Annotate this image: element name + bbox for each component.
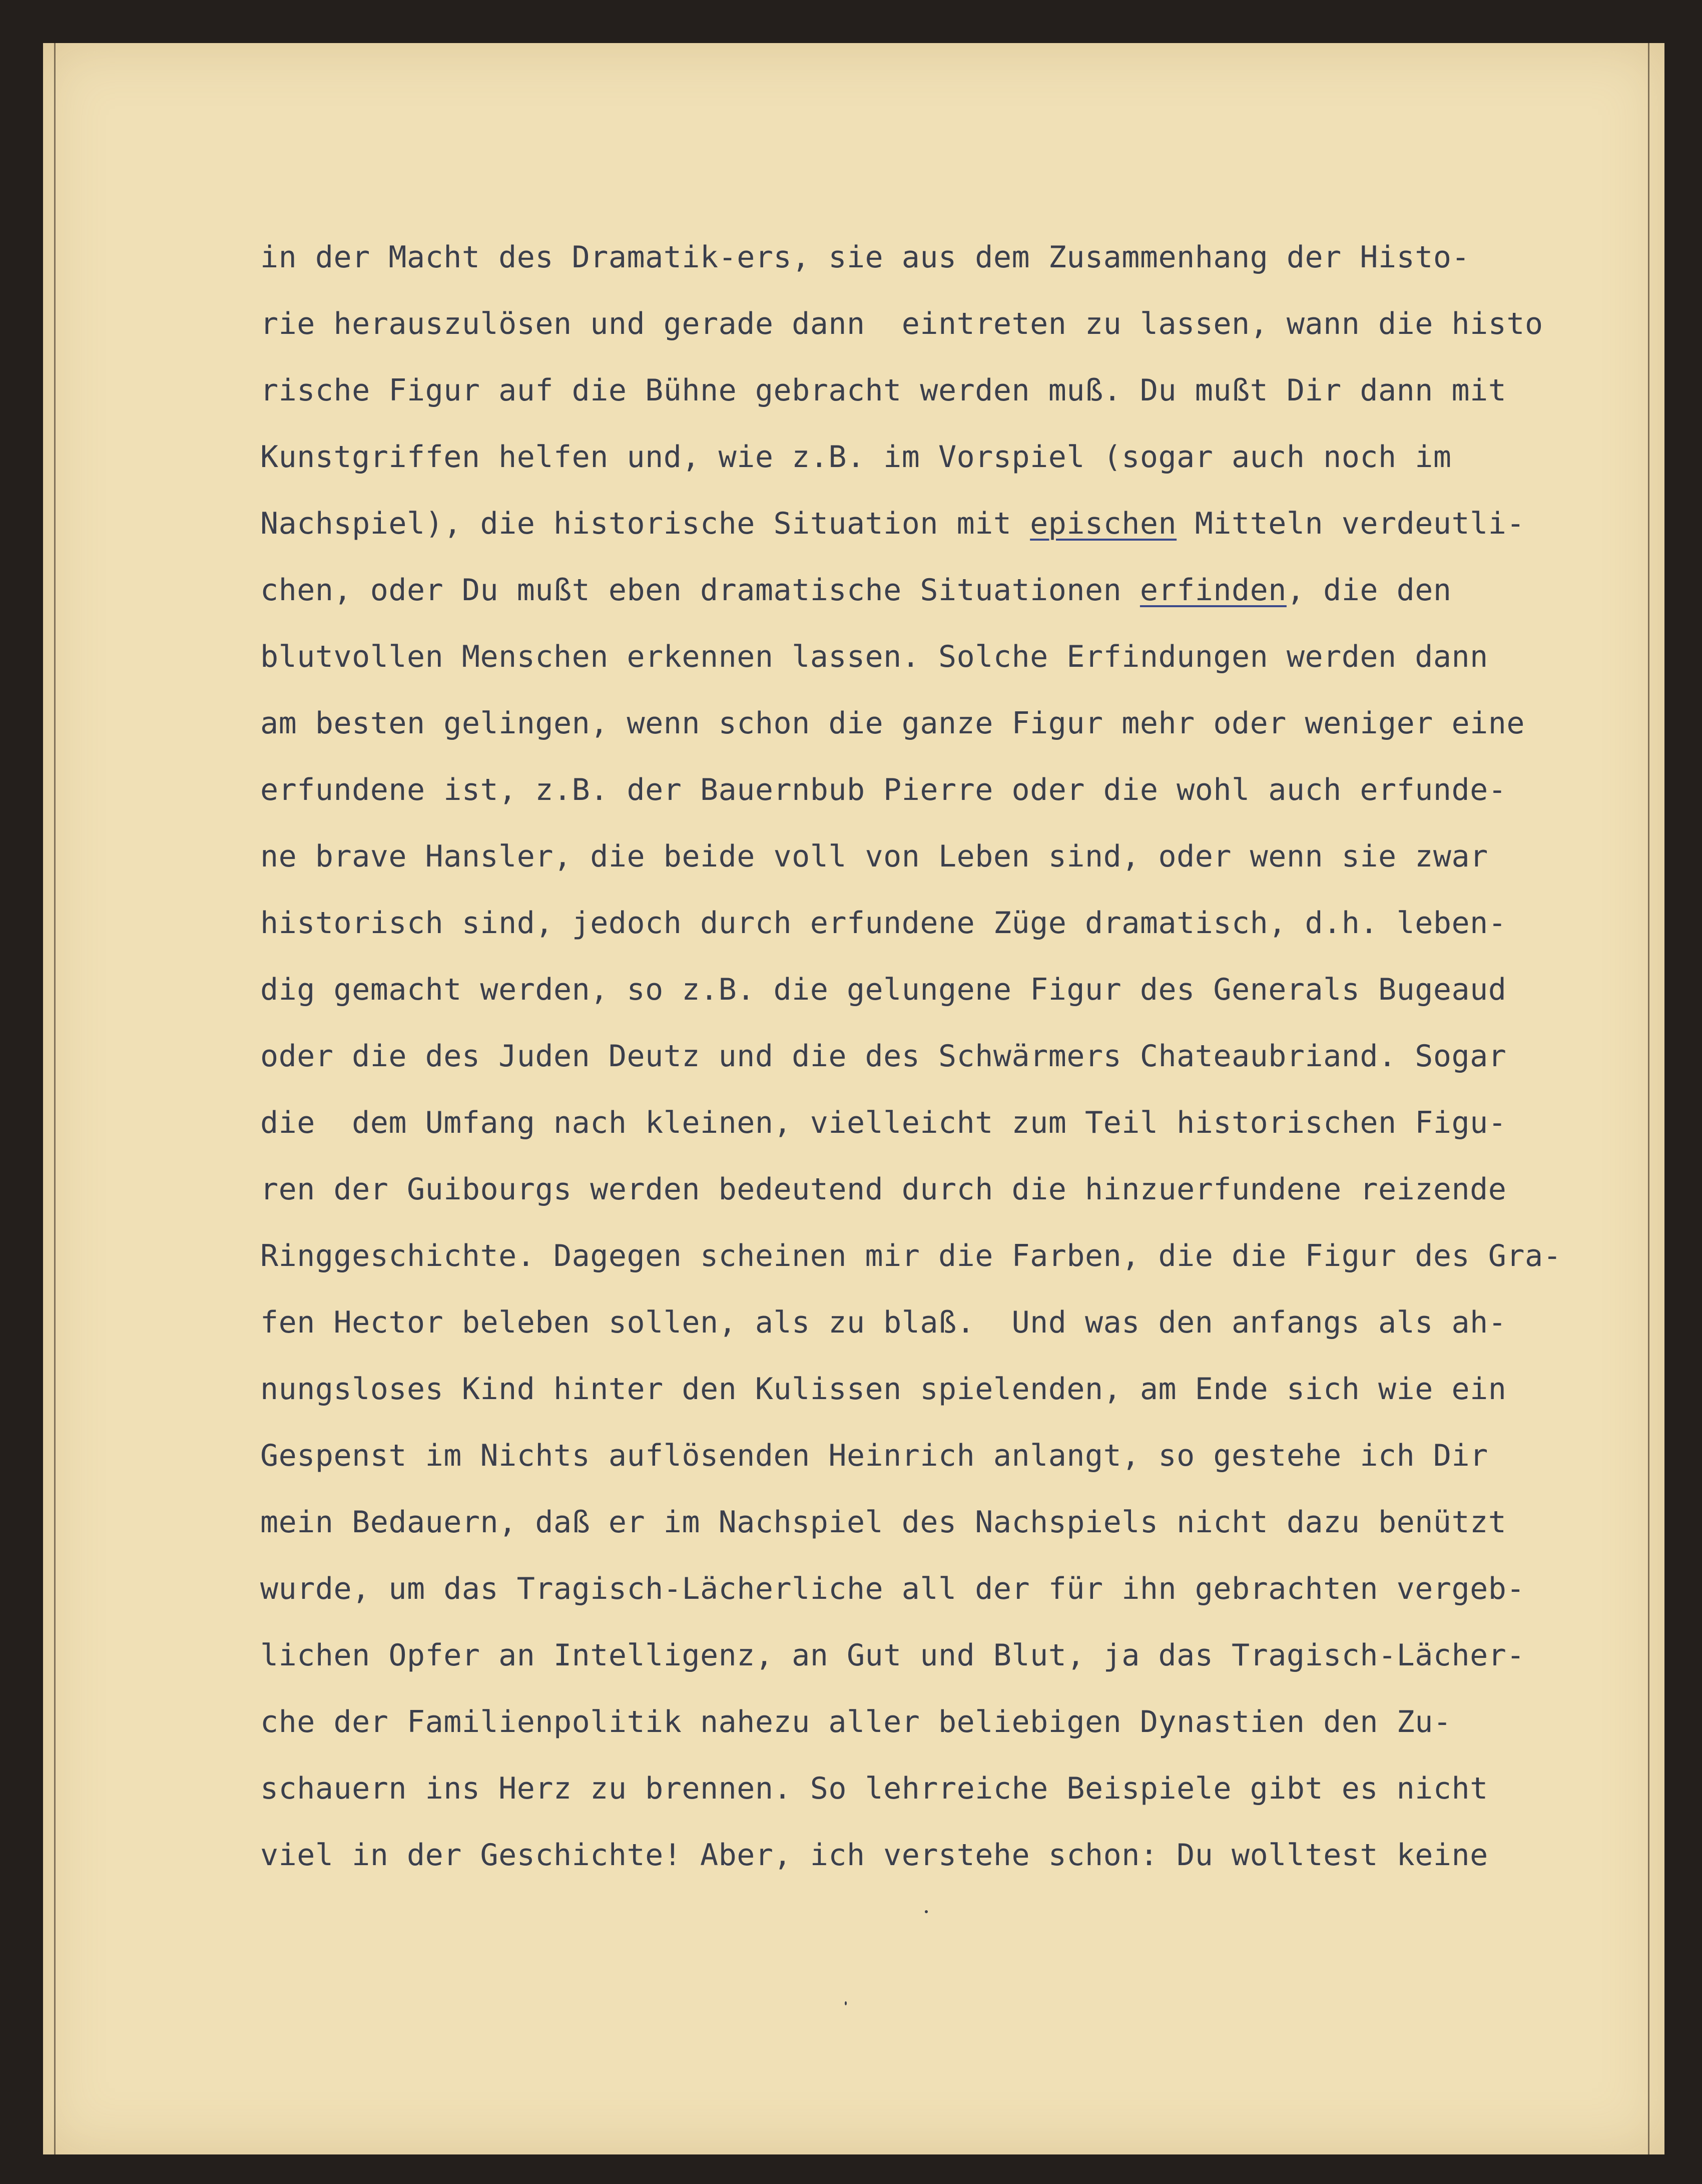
text-line: nungsloses Kind hinter den Kulissen spielenden, am Ende sich wie ein [260, 1372, 1507, 1407]
text-line: rische Figur auf die Bühne gebracht werden muß. Du mußt Dir dann mit [260, 373, 1507, 408]
text-line [260, 557, 1702, 624]
text-line: mein Bedauern, daß er im Nachspiel des Nachspiels nicht dazu benützt [260, 1505, 1507, 1540]
left-page-edge [54, 43, 56, 2154]
underlined-word: erfinden [1140, 573, 1287, 608]
ink-speck [845, 2001, 847, 2005]
text-line: blutvollen Menschen erkennen lassen. Solche Erfindungen werden dann [260, 639, 1488, 674]
text-line: Ringgeschichte. Dagegen scheinen mir die Farben, die die Figur des Gra- [260, 1238, 1562, 1273]
text-line: schauern ins Herz zu brennen. So lehrreiche Beispiele gibt es nicht [260, 1771, 1488, 1806]
text-line: viel in der Geschichte! Aber, ich verstehe schon: Du wolltest keine [260, 1838, 1488, 1873]
text-segment: chen, oder Du mußt eben dramatische Situationen [260, 573, 1140, 608]
text-line: in der Macht des Dramatik-ers, sie aus dem Zusammenhang der Histo- [260, 240, 1470, 275]
text-line: historisch sind, jedoch durch erfundene Züge dramatisch, d.h. leben- [260, 906, 1507, 941]
text-line: oder die des Juden Deutz und die des Schwärmers Chateaubriand. Sogar [260, 1039, 1507, 1074]
text-line: fen Hector beleben sollen, als zu blaß. Und was den anfangs als ah- [260, 1305, 1507, 1340]
text-line: erfundene ist, z.B. der Bauernbub Pierre oder die wohl auch erfunde- [260, 772, 1507, 807]
text-segment: Nachspiel), die historische Situation mit [260, 506, 1030, 541]
text-segment: Mitteln verdeutli- [1177, 506, 1525, 541]
text-line: dig gemacht werden, so z.B. die gelungene Figur des Generals Bugeaud [260, 972, 1507, 1007]
text-line: am besten gelingen, wenn schon die ganze Figur mehr oder weniger eine [260, 706, 1525, 741]
ink-speck [925, 1910, 928, 1913]
text-line: Gespenst im Nichts auflösenden Heinrich anlangt, so gestehe ich Dir [260, 1438, 1488, 1473]
letter-body [260, 224, 1702, 1889]
text-line: che der Familienpolitik nahezu aller beliebigen Dynastien den Zu- [260, 1704, 1452, 1739]
underlined-word: epischen [1030, 506, 1177, 541]
text-line: Kunstgriffen helfen und, wie z.B. im Vorspiel (sogar auch noch im [260, 440, 1452, 475]
typewritten-page [43, 43, 1664, 2154]
text-line: ne brave Hansler, die beide voll von Leben sind, oder wenn sie zwar [260, 839, 1488, 874]
text-line: rie herauszulösen und gerade dann eintreten zu lassen, wann die histo [260, 306, 1543, 341]
text-line: ren der Guibourgs werden bedeutend durch die hinzuerfundene reizende [260, 1172, 1507, 1207]
text-line [260, 491, 1702, 557]
text-line: wurde, um das Tragisch-Lächerliche all der für ihn gebrachten vergeb- [260, 1571, 1525, 1606]
text-line: die dem Umfang nach kleinen, vielleicht zum Teil historischen Figu- [260, 1105, 1507, 1140]
text-segment: , die den [1286, 573, 1452, 608]
text-line: lichen Opfer an Intelligenz, an Gut und Blut, ja das Tragisch-Lächer- [260, 1638, 1525, 1673]
